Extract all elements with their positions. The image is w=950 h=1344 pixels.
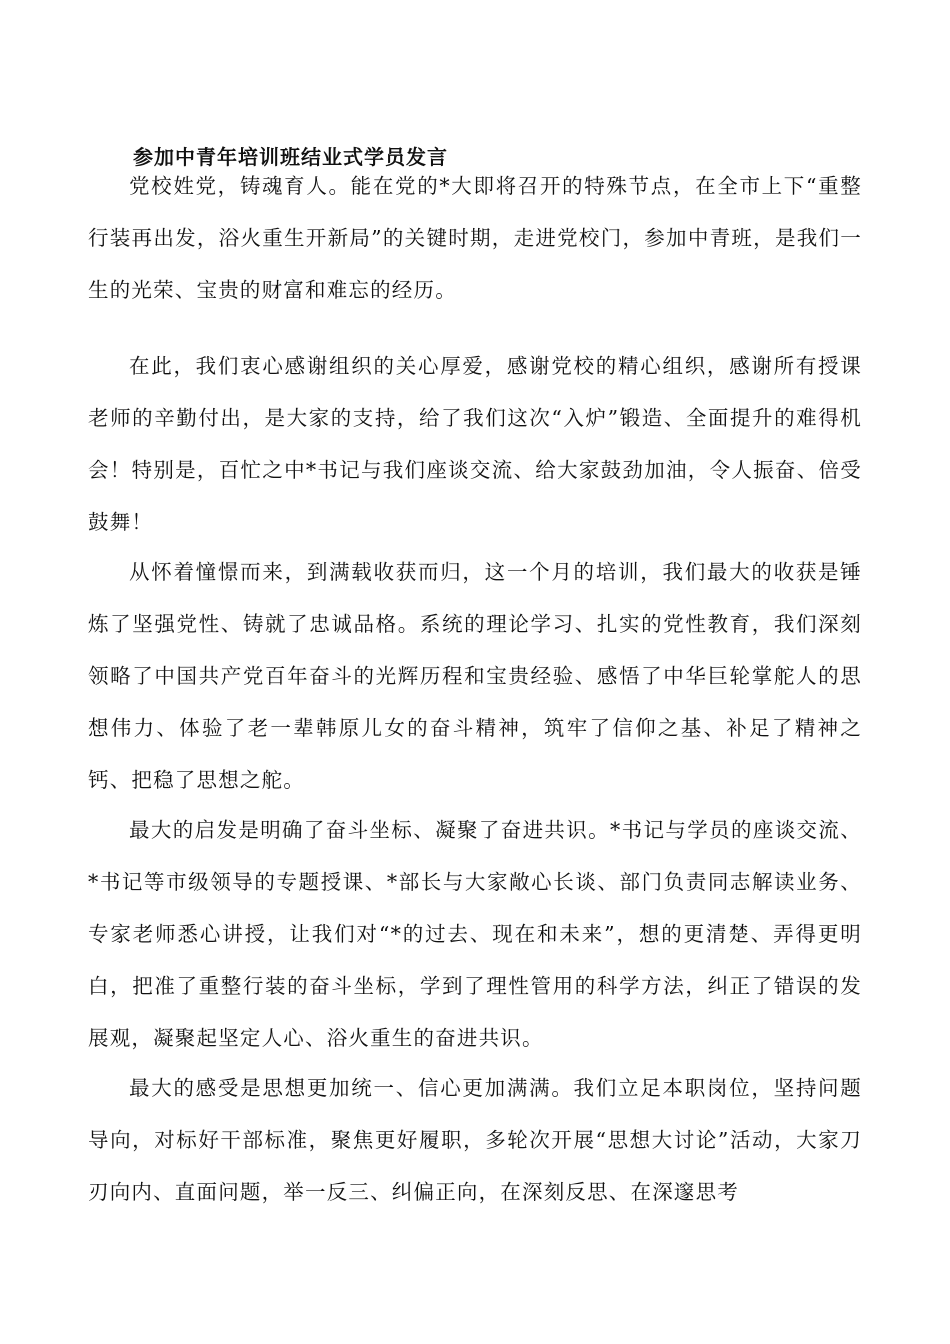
paragraph-3: 从怀着憧憬而来，到满载收获而归，这一个月的培训，我们最大的收获是锤炼了坚强党性、铸就了忠诚品格。系统的理论学习、扎实的党性教育，我们深刻领略了中国共产党百年奋斗的光辉历程和宝贵经验、感悟了中华巨轮掌舵人的思想伟力、体验了老一辈韩原儿女的奋斗精神，筑牢了信仰之基、补足了精神之钙、把稳了思想之舵。 [88,560,862,792]
paragraph-1: 党校姓党，铸魂育人。能在党的*大即将召开的特殊节点，在全市上下“重整行装再出发，浴火重生开新局”的关键时期，走进党校门，参加中青班，是我们一生的光荣、宝贵的财富和难忘的经历。 [88,174,862,302]
paragraph-2: 在此，我们衷心感谢组织的关心厚爱，感谢党校的精心组织，感谢所有授课老师的辛勤付出，是大家的支持，给了我们这次“入炉”锻造、全面提升的难得机会！特别是，百忙之中*书记与我们座谈交流、给大家鼓劲加油，令人振奋、倍受鼓舞！ [88,354,862,534]
document-title: 参加中青年培训班结业式学员发言 [133,145,448,169]
paragraph-4: 最大的启发是明确了奋斗坐标、凝聚了奋进共识。*书记与学员的座谈交流、*书记等市级领导的专题授课、*部长与大家敞心长谈、部门负责同志解读业务、专家老师悉心讲授，让我们对“*的过去、现在和未来”，想的更清楚、弄得更明白，把准了重整行装的奋斗坐标，学到了理性管用的科学方法，纠正了错误的发展观，凝聚起坚定人心、浴火重生的奋进共识。 [88,818,862,1050]
paragraph-5: 最大的感受是思想更加统一、信心更加满满。我们立足本职岗位，坚持问题导向，对标好干部标准，聚焦更好履职，多轮次开展“思想大讨论”活动，大家刀刃向内、直面问题，举一反三、纠偏正向，在深刻反思、在深邃思考 [88,1076,862,1204]
